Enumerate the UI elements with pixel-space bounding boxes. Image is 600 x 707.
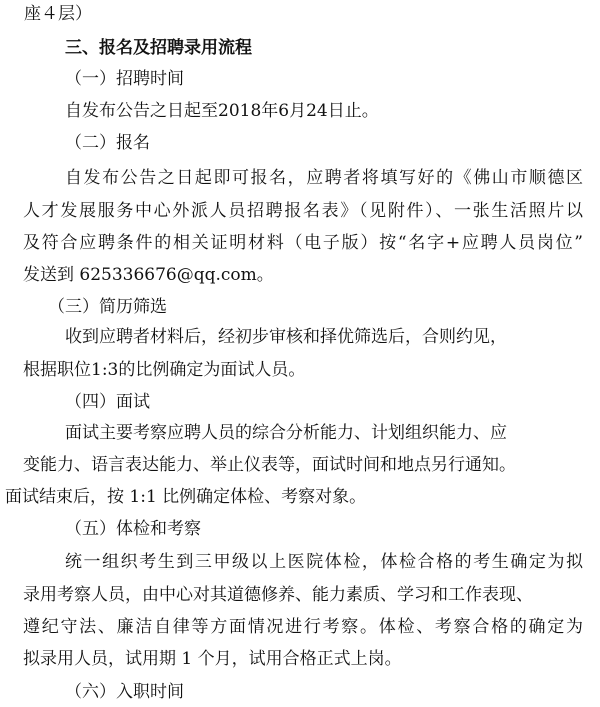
subsection-heading: （一）招聘时间 — [65, 69, 184, 89]
text-line: 收到应聘者材料后，经初步审核和择优筛选后，合则约见， — [65, 327, 507, 347]
text-line: 发送到 625336676@qq.com。 — [23, 265, 274, 285]
text-line: 及符合应聘条件的相关证明材料（电子版）按“名字+应聘人员岗位” — [23, 233, 583, 253]
subsection-heading: （四）面试 — [65, 392, 150, 412]
text-line: 座４层） — [24, 4, 92, 24]
text-line: 统一组织考生到三甲级以上医院体检，体检合格的考生确定为拟 — [65, 552, 583, 572]
text-line: 根据职位1:3的比例确定为面试人员。 — [23, 360, 306, 380]
text-line: 遵纪守法、廉洁自律等方面情况进行考察。体检、考察合格的确定为 — [23, 617, 583, 637]
text-line: 拟录用人员，试用期 1 个月，试用合格正式上岗。 — [23, 649, 402, 669]
text-line: 录用考察人员，由中心对其道德修养、能力素质、学习和工作表现、 — [23, 585, 533, 605]
subsection-heading: （六）入职时间 — [65, 682, 184, 702]
section-heading: 三、报名及招聘录用流程 — [65, 38, 252, 58]
subsection-heading: （五）体检和考察 — [65, 519, 201, 539]
subsection-heading: （二）报名 — [65, 133, 150, 153]
text-line: 人才发展服务中心外派人员招聘报名表》（见附件）、一张生活照片以 — [23, 201, 583, 221]
text-line: 变能力、语言表达能力、举止仪表等，面试时间和地点另行通知。 — [23, 455, 516, 475]
text-line: 面试结束后，按 1:1 比例确定体检、考察对象。 — [5, 487, 367, 507]
text-line: 自发布公告之日起即可报名，应聘者将填写好的《佛山市顺德区 — [65, 168, 583, 188]
text-line: 自发布公告之日起至2018年6月24日止。 — [65, 101, 379, 121]
text-line: 面试主要考察应聘人员的综合分析能力、计划组织能力、应 — [65, 423, 507, 443]
subsection-heading: （三）简历筛选 — [48, 297, 167, 317]
